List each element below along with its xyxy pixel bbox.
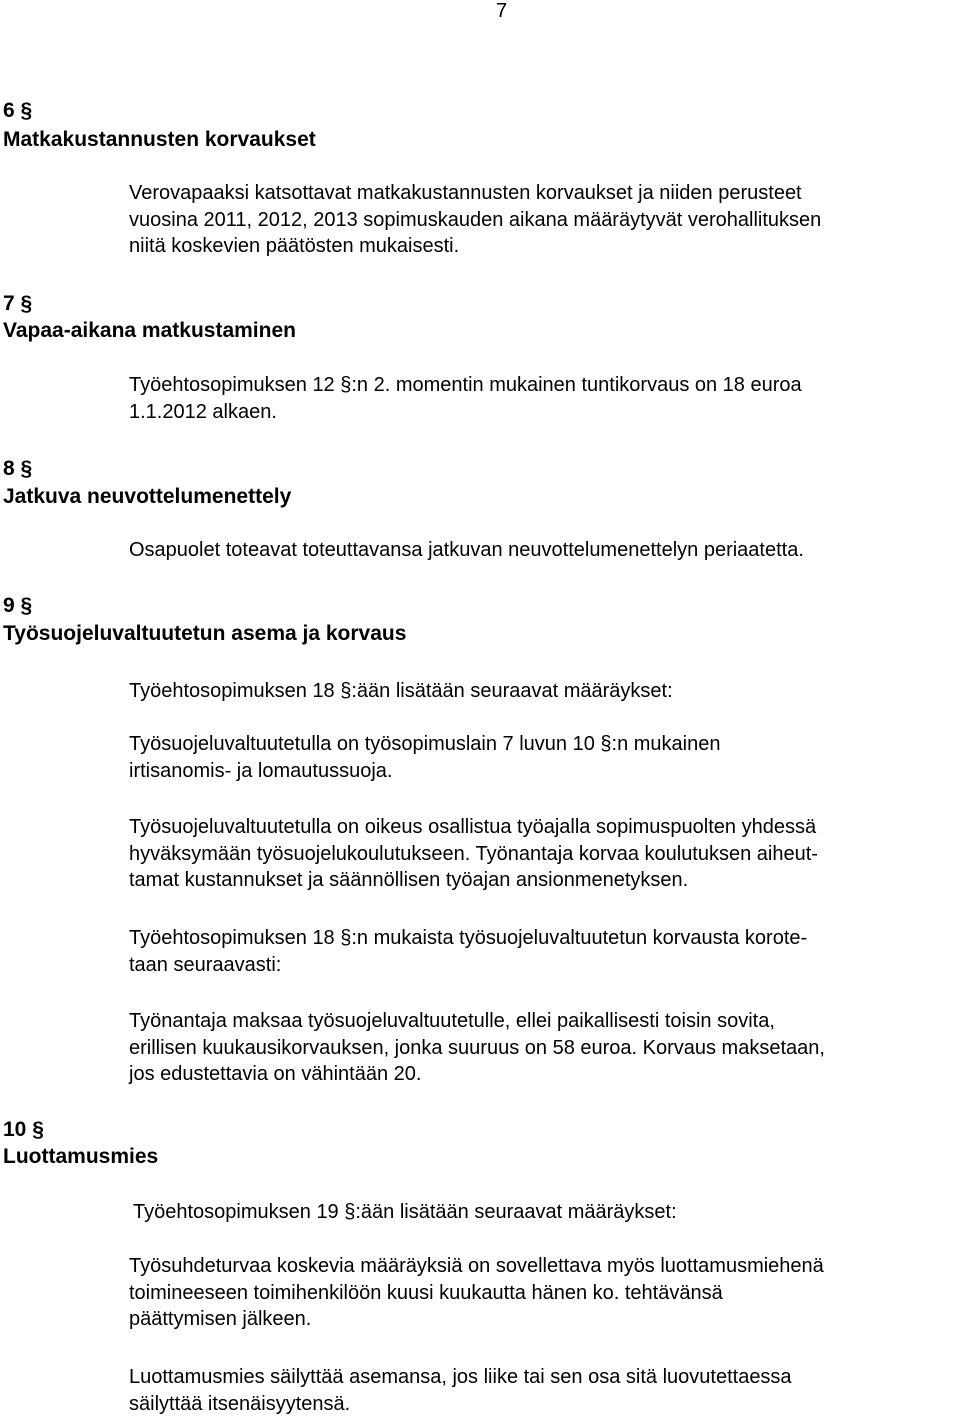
text-line: taan seuraavasti: (129, 953, 282, 976)
text-line: vuosina 2011, 2012, 2013 sopimuskauden aikana määräytyvät verohallituksen (129, 208, 822, 231)
section-6-paragraph-1 (129, 180, 821, 260)
text-line: Työsuojeluvaltuutetulla on työsopimuslain 7 luvun 10 §:n mukainen (129, 733, 721, 755)
text-line: hyväksymään työsuojelukoulutukseen. Työnantaja korvaa koulutuksen aiheut- (129, 842, 818, 865)
section-10-title: Luottamusmies (3, 1145, 159, 1168)
section-8-number: 8 § (3, 457, 33, 480)
section-9-title: Työsuojeluvaltuutetun asema ja korvaus (3, 622, 407, 645)
text-line: säilyttää itsenäisyytensä. (129, 1392, 351, 1415)
text-line: päättymisen jälkeen. (129, 1308, 312, 1330)
section-6-number: 6 § (3, 99, 33, 122)
text-line: toimineeseen toimihenkilöön kuusi kuukautta hänen ko. tehtävänsä (129, 1281, 723, 1304)
section-9-number: 9 § (3, 594, 33, 617)
section-7-title: Vapaa-aikana matkustaminen (3, 319, 296, 342)
section-8-title: Jatkuva neuvottelumenettely (3, 485, 292, 508)
text-line: Työsuhdeturvaa koskevia määräyksiä on sovellettava myös luottamusmiehenä (129, 1255, 824, 1277)
text-line: erillisen kuukausikorvauksen, jonka suuruus on 58 euroa. Korvaus maksetaan, (129, 1036, 825, 1059)
page-number: 7 (496, 0, 508, 22)
section-10-paragraph-2 (129, 1253, 824, 1333)
section-10-paragraph-1 (133, 1199, 677, 1226)
text-line: Työnantaja maksaa työsuojeluvaltuutetulle, ellei paikallisesti toisin sovita, (129, 1010, 775, 1032)
text-line: Luottamusmies säilyttää asemansa, jos liike tai sen osa sitä luovutettaessa (129, 1366, 792, 1388)
section-7-paragraph-1 (129, 372, 802, 425)
text-line: 1.1.2012 alkaen. (129, 400, 277, 423)
text-line: niitä koskevien päätösten mukaisesti. (129, 235, 460, 257)
section-10-number: 10 § (3, 1118, 44, 1141)
text-line: Työehtosopimuksen 19 §:ään lisätään seuraavat määräykset: (133, 1201, 677, 1223)
section-9-paragraph-4 (129, 925, 807, 978)
text-line: Verovapaaksi katsottavat matkakustannusten korvaukset ja niiden perusteet (129, 182, 802, 204)
text-line: irtisanomis- ja lomautussuoja. (129, 759, 393, 782)
section-6-title: Matkakustannusten korvaukset (3, 128, 316, 151)
section-9-paragraph-3 (129, 814, 818, 894)
text-line: tamat kustannukset ja säännöllisen työajan ansionmenetyksen. (129, 869, 689, 891)
section-8-paragraph-1 (129, 537, 804, 564)
section-9-paragraph-1 (129, 678, 673, 705)
text-line: jos edustettavia on vähintään 20. (129, 1063, 422, 1085)
text-line: Työehtosopimuksen 12 §:n 2. momentin mukainen tuntikorvaus on 18 euroa (129, 374, 802, 396)
section-9-paragraph-2 (129, 731, 720, 784)
section-7-number: 7 § (3, 292, 33, 315)
section-9-paragraph-5 (129, 1008, 825, 1088)
text-line: Osapuolet toteavat toteuttavansa jatkuvan neuvottelumenettelyn periaatetta. (129, 539, 804, 561)
text-line: Työehtosopimuksen 18 §:ään lisätään seuraavat määräykset: (129, 680, 673, 702)
text-line: Työsuojeluvaltuutetulla on oikeus osallistua työajalla sopimuspuolten yhdessä (129, 816, 817, 838)
section-10-paragraph-3 (129, 1364, 792, 1417)
text-line: Työehtosopimuksen 18 §:n mukaista työsuojeluvaltuutetun korvausta korote- (129, 927, 808, 949)
